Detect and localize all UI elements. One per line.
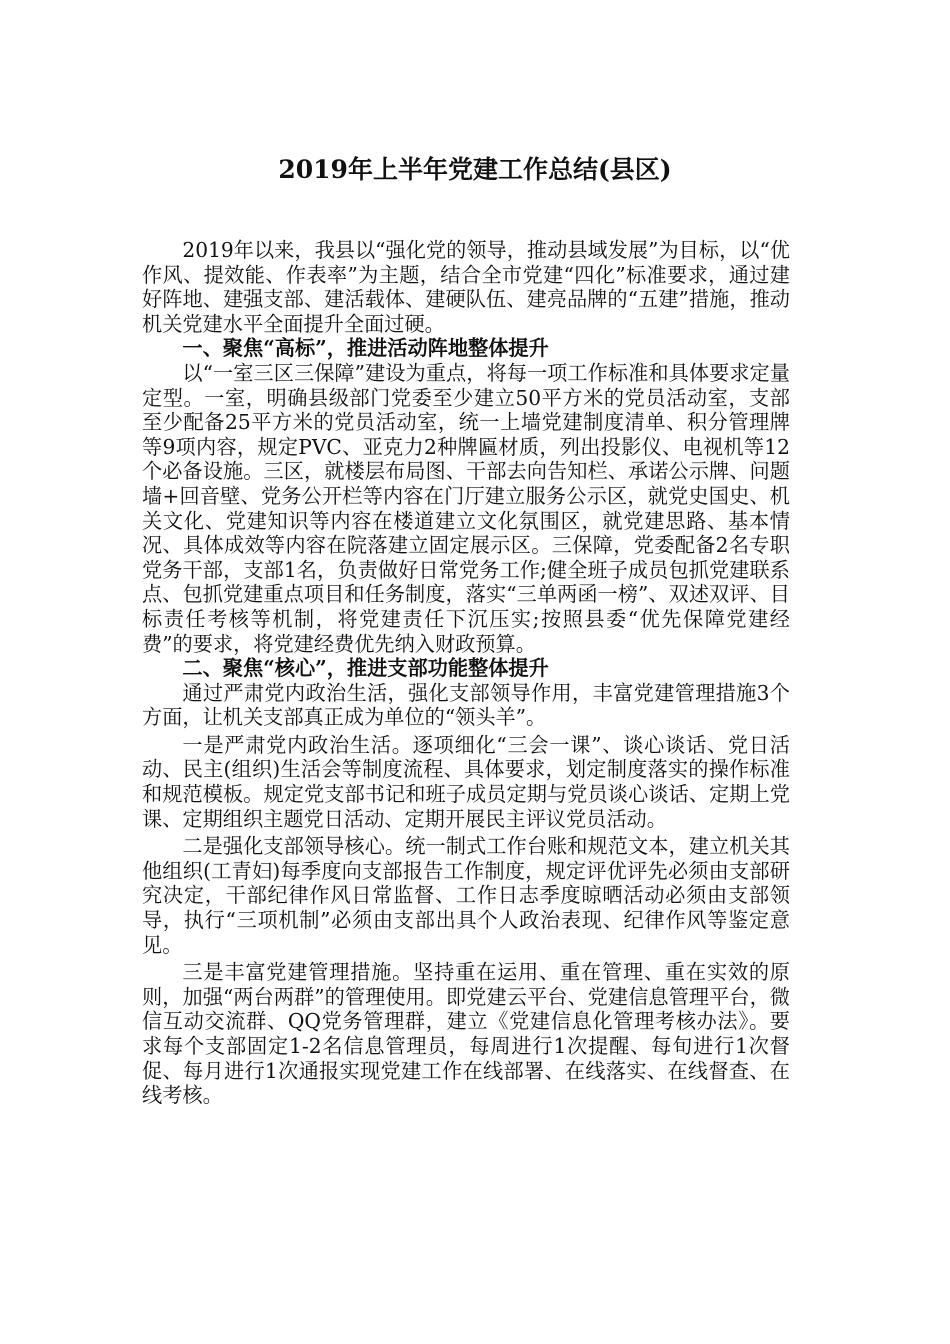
document-title: 2019年上半年党建工作总结(县区) <box>278 155 672 184</box>
section-heading-1: 一、聚焦“高标”，推进活动阵地整体提升 <box>182 336 549 361</box>
section-2-point-2-paragraph: 二是强化支部领导核心。统一制式工作台账和规范文本，建立机关其他组织(工青妇)每季度向支部报告工作制度，规定评优评先必须由支部研究决定，干部纪律作风日常监督、工作日志季度晾晒活动必须由支部领导，执行“三项机制”必须由支部出具个人政治表现、纪律作风等鉴定意见。 <box>142 834 790 957</box>
section-2-point-3-paragraph: 三是丰富党建管理措施。坚持重在运用、重在管理、重在实效的原则，加强“两台两群”的管理使用。即党建云平台、党建信息管理平台，微信互动交流群、QQ党务管理群，建立《党建信息化管理考核办法》。要求每个支部固定1-2名信息管理员，每周进行1次提醒、每旬进行1次督促、每月进行1次通报实现党建工作在线部署、在线落实、在线督查、在线考核。 <box>142 960 790 1108</box>
section-2-point-1-paragraph: 一是严肃党内政治生活。逐项细化“三会一课”、谈心谈话、党日活动、民主(组织)生活会等制度流程、具体要求，划定制度落实的操作标准和规范模板。规定党支部书记和班子成员定期与党员谈心谈话、定期上党课、定期组织主题党日活动、定期开展民主评议党员活动。 <box>142 732 790 831</box>
section-1-paragraph: 以“一室三区三保障”建设为重点，将每一项工作标准和具体要求定量定型。一室，明确县级部门党委至少建立50平方米的党员活动室，支部至少配备25平方米的党员活动室，统一上墙党建制度清单、积分管理牌等9项内容，规定PVC、亚克力2种牌匾材质，列出投影仪、电视机等12个必备设施。三区，就楼层布局图、干部去向告知栏、承诺公示牌、问题墙+回音壁、党务公开栏等内容在门厅建立服务公示区，就党史国史、机关文化、党建知识等内容在楼道建立文化氛围区，就党建思路、基本情况、具体成效等内容在院落建立固定展示区。三保障，党委配备2名专职党务干部，支部1名，负责做好日常党务工作;健全班子成员包抓党建联系点、包抓党建重点项目和任务制度，落实“三单两函一榜”、双述双评、目标责任考核等机制，将党建责任下沉压实;按照县委“优先保障党建经费”的要求，将党建经费优先纳入财政预算。 <box>142 360 790 656</box>
section-heading-2: 二、聚焦“核心”，推进支部功能整体提升 <box>182 656 549 681</box>
section-2-intro-paragraph: 通过严肃党内政治生活，强化支部领导作用，丰富党建管理措施3个方面，让机关支部真正成为单位的“领头羊”。 <box>142 680 790 730</box>
intro-paragraph: 2019年以来，我县以“强化党的领导，推动县域发展”为目标，以“优作风、提效能、作表率”为主题，结合全市党建“四化”标准要求，通过建好阵地、建强支部、建活载体、建硬队伍、建亮品牌的“五建”措施，推动机关党建水平全面提升全面过硬。 <box>142 238 790 336</box>
document-body <box>142 238 790 1108</box>
